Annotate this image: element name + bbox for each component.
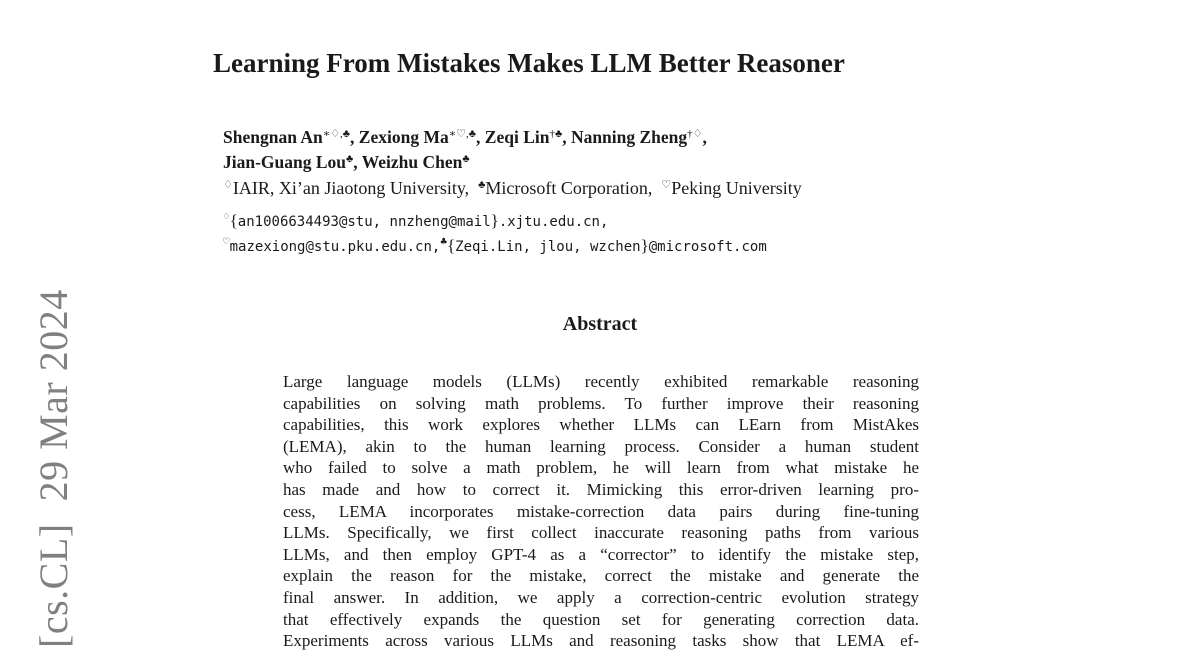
- email-address: mazexiong@stu.pku.edu.cn,: [229, 239, 441, 255]
- abstract-line: capabilities on solving math problems. To further improve their reasoning: [283, 393, 919, 413]
- email-brace-close: }: [640, 236, 649, 255]
- affiliation-mark: ♡: [661, 179, 672, 191]
- affiliation-text: IAIR, Xi’an Jiaotong University,: [232, 178, 470, 198]
- arxiv-stamp: [30, 289, 77, 648]
- author-name: Shengnan An: [223, 127, 323, 147]
- author-affiliation-marks: ♣: [462, 153, 470, 165]
- abstract-line: (LEMA), akin to the human learning process. Consider a human student: [283, 436, 919, 456]
- author-name: Zeqi Lin: [484, 127, 550, 147]
- abstract-line: Experiments across various LLMs and reasoning tasks show that LEMA ef-: [283, 631, 919, 651]
- affiliation-text: Microsoft Corporation,: [485, 178, 653, 198]
- abstract-body: [283, 371, 919, 652]
- abstract-line: who failed to solve a math problem, he will learn from what mistake he: [283, 458, 919, 478]
- arxiv-date: 29 Mar 2024: [31, 289, 76, 502]
- paper-title: Learning From Mistakes Makes LLM Better Reasoner: [213, 48, 845, 78]
- abstract-heading: Abstract: [562, 313, 638, 335]
- email-brace-close: }: [490, 211, 499, 230]
- email-line-2: [223, 236, 767, 256]
- abstract-line: Large language models (LLMs) recently exhibited remarkable reasoning: [283, 372, 919, 391]
- email-domain: .xjtu.edu.cn,: [498, 214, 609, 230]
- author-affiliation-marks: ∗♡,♣: [448, 128, 477, 140]
- abstract-line: LLMs, and then employ GPT-4 as a “corrector” to identify the mistake step,: [283, 544, 919, 564]
- author-name: Nanning Zheng: [570, 127, 688, 147]
- abstract-line: that effectively expands the question set for generating correction data.: [283, 609, 919, 629]
- abstract-line: LLMs. Specifically, we first collect inaccurate reasoning paths from various: [283, 523, 919, 543]
- email-brace-open: {: [229, 211, 238, 230]
- author-list: [223, 125, 707, 175]
- abstract-line: has made and how to correct it. Mimicking this error-driven learning pro-: [283, 479, 919, 499]
- author-name: Jian-Guang Lou: [223, 152, 347, 172]
- email-inner: Zeqi.Lin, jlou, wzchen: [455, 239, 641, 255]
- author-name: Weizhu Chen: [361, 152, 463, 172]
- email-mark: ♣: [440, 235, 447, 248]
- abstract-line: explain the reason for the mistake, correct the mistake and generate the: [283, 566, 919, 586]
- email-mark: ♡: [223, 235, 230, 248]
- author-affiliation-marks: †♣: [549, 128, 563, 140]
- author-affiliation-marks: †♢: [687, 128, 703, 140]
- author-line-2: Jian-Guang Lou♣, Weizhu Chen♣: [223, 152, 470, 172]
- author-line-1: Shengnan An∗♢,♣, Zexiong Ma∗♡,♣, Zeqi Lin†♣, Nanning Zheng†♢,: [223, 127, 707, 147]
- arxiv-category: [cs.CL]: [31, 523, 76, 648]
- affiliation-mark: ♢: [223, 179, 233, 191]
- author-name: Zexiong Ma: [358, 127, 449, 147]
- affiliations: [223, 178, 802, 199]
- email-inner: an1006634493@stu, nnzheng@mail: [237, 214, 491, 230]
- affiliation-text: Peking University: [671, 178, 802, 198]
- abstract-line: cess, LEMA incorporates mistake-correction data pairs during fine-tuning: [283, 501, 919, 521]
- affiliation-mark: ♣: [478, 179, 486, 191]
- email-domain: @microsoft.com: [648, 239, 767, 255]
- email-line-1: [223, 211, 608, 231]
- author-affiliation-marks: ♣: [346, 153, 354, 165]
- email-mark: ♢: [223, 210, 230, 223]
- abstract-line: final answer. In addition, we apply a correction-centric evolution strategy: [283, 587, 919, 607]
- abstract-line: capabilities, this work explores whether LLMs can LEarn from MistAkes: [283, 415, 919, 435]
- email-brace-open: {: [446, 236, 456, 255]
- author-affiliation-marks: ∗♢,♣: [322, 128, 351, 140]
